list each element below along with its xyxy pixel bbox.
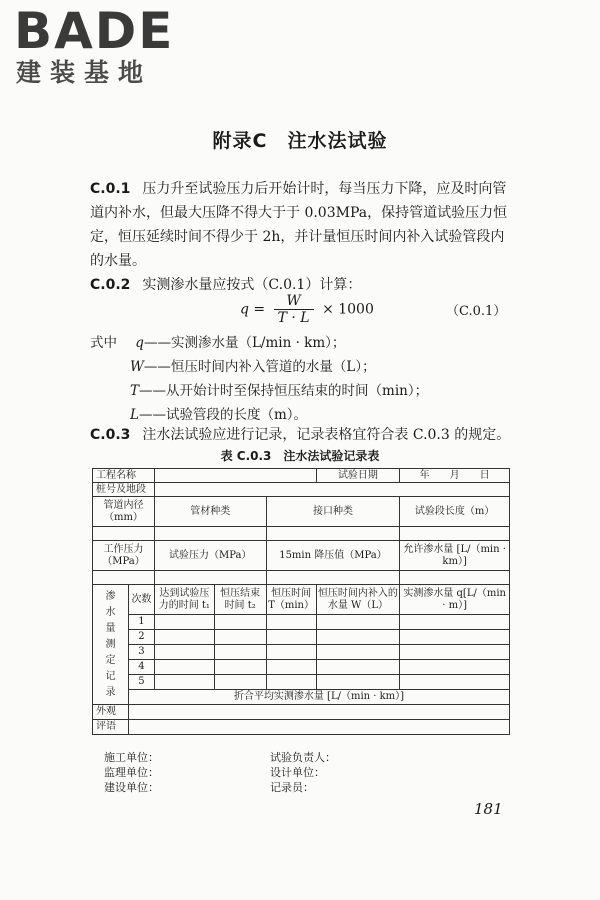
formula — [240, 293, 374, 326]
formula-denominator: T · L — [277, 310, 310, 326]
where-desc: ——从开始计时至保持恒压结束的时间（min）； — [139, 383, 429, 399]
row-number: 5 — [128, 675, 154, 690]
clause-c03 — [90, 423, 520, 447]
where-lead — [90, 331, 345, 355]
signature-line: 监理单位： — [104, 766, 159, 779]
table-caption: 表 C.0.3 注水法试验记录表 — [220, 449, 380, 463]
where-symbol: q — [135, 335, 144, 351]
value-cell — [93, 571, 155, 585]
where-term — [130, 355, 376, 379]
label-working-pressure: 工作压力（MPa） — [93, 541, 155, 571]
value-cell — [128, 705, 509, 720]
value-cell — [400, 571, 510, 585]
signatures-right — [270, 750, 336, 795]
clause-text: 注水法试验应进行记录，记录表格宜符合表 C.0.3 的规定。 — [142, 427, 511, 443]
row-number: 4 — [128, 660, 154, 675]
row-number: 1 — [128, 615, 154, 630]
where-symbol: T — [130, 383, 140, 399]
header-W: 恒压时间内补入的水量 W（L） — [316, 585, 400, 615]
where-desc: ——实测渗水量（L/min · km）； — [143, 335, 346, 351]
clause-number: C.0.2 — [90, 277, 131, 293]
vertical-label: 渗水量测定记录 — [105, 590, 116, 698]
label-test-pressure: 试验压力（MPa） — [154, 541, 266, 571]
row-number: 3 — [128, 645, 154, 660]
where-symbol: W — [130, 359, 144, 375]
value-cell — [154, 469, 316, 483]
label-allowable-seepage: 允许渗水量 [L/（min · km）] — [400, 541, 510, 571]
where-label: 式中 — [90, 335, 117, 351]
label-station: 桩号及地段 — [93, 483, 155, 497]
clause-number: C.0.3 — [90, 427, 131, 443]
date-format: 年 月 日 — [400, 469, 510, 483]
clause-number: C.0.1 — [90, 181, 131, 197]
header-t1: 达到试验压力的时间 t₁ — [154, 585, 214, 615]
value-cell — [266, 571, 400, 585]
record-table — [92, 468, 510, 735]
where-term — [130, 379, 428, 403]
formula-fraction — [274, 293, 314, 326]
signature-line: 设计单位： — [270, 766, 325, 779]
signatures-left — [104, 750, 159, 795]
signature-line: 施工单位： — [104, 751, 159, 764]
label-pressure-drop: 15min 降压值（MPa） — [266, 541, 400, 571]
value-cell — [400, 527, 510, 541]
label-comment: 评语 — [93, 720, 129, 735]
formula-lhs: q = — [240, 301, 266, 318]
label-test-date: 试验日期 — [316, 469, 400, 483]
where-desc: ——试验管段的长度（m）。 — [138, 407, 308, 423]
label-pipe-diameter: 管道内径（mm） — [93, 497, 155, 527]
label-segment-length: 试验段长度（m） — [400, 497, 510, 527]
clause-text: 实测渗水量应按式（C.0.1）计算： — [142, 277, 362, 293]
clause-text: 压力升至试验压力后开始计时，每当压力下降，应及时向管道内补水，但最大压降不得大于于 0.03MPa，保持管道试验压力恒定，恒压延续时间不得少于 2h，并计量恒压时间内补入试验管段内的水量。 — [90, 181, 508, 269]
value-cell — [128, 720, 509, 735]
brand-logo — [14, 4, 184, 88]
where-desc: ——恒压时间内补入管道的水量（L）； — [143, 359, 376, 375]
header-t2: 恒压结束时间 t₂ — [214, 585, 266, 615]
signature-line: 建设单位： — [104, 781, 159, 794]
where-symbol: L — [130, 407, 139, 423]
average-seepage-label: 折合平均实测渗水量 [L/（min · km）] — [128, 690, 509, 705]
clause-c01 — [90, 177, 510, 273]
signature-line: 试验负责人： — [270, 751, 336, 764]
label-joint-type: 接口种类 — [266, 497, 400, 527]
value-cell — [154, 571, 266, 585]
formula-numerator: W — [274, 293, 314, 310]
signature-line: 记录员： — [270, 781, 314, 794]
label-project-name: 工程名称 — [93, 469, 155, 483]
vertical-label-cell — [93, 585, 129, 705]
equation-number: （C.0.1） — [446, 304, 507, 319]
logo-wordmark: BADE — [14, 2, 175, 60]
row-number: 2 — [128, 630, 154, 645]
label-pipe-type: 管材种类 — [154, 497, 266, 527]
page-number: 181 — [474, 800, 503, 818]
logo-subtitle: 建装基地 — [16, 58, 153, 87]
value-cell — [266, 527, 400, 541]
header-count: 次数 — [128, 585, 154, 615]
section-title: 附录C 注水法试验 — [212, 130, 388, 152]
header-q: 实测渗水量 q[L/（min · m）] — [400, 585, 510, 615]
label-appearance: 外观 — [93, 705, 129, 720]
value-cell — [154, 527, 266, 541]
value-cell — [93, 527, 155, 541]
value-cell — [154, 483, 509, 497]
header-T: 恒压时间 T（min） — [266, 585, 316, 615]
formula-rhs: × 1000 — [322, 301, 374, 318]
